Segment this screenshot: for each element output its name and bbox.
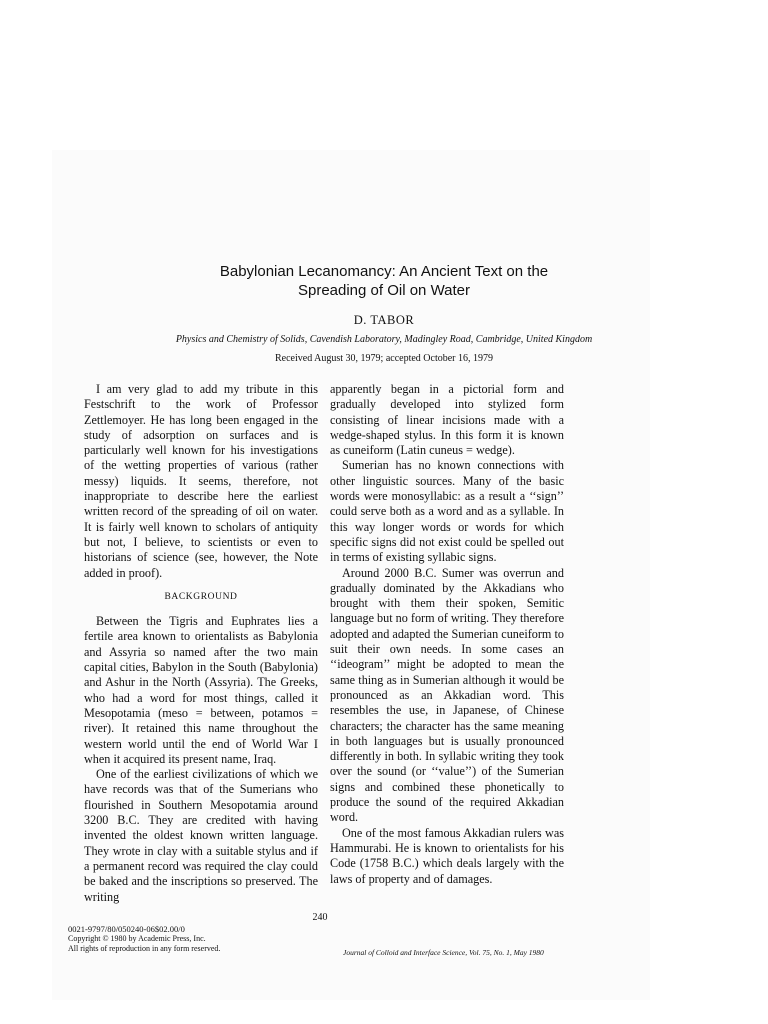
right-paragraph-3: Around 2000 B.C. Sumer was overrun and gradually dominated by the Akkadians who brought with them their spoken, Semitic language but no form of writing. They therefore adopted and adapted the Sumerian cuneiform to suit their own needs. In some cases an ‘‘ideogram’’ might be adopted to mean the same thing as in Sumerian although it would be pronounced as an Akkadian word. This resembles the use, in Japanese, of Chinese characters; the character has the same meaning in both languages but is usually pronounced differently in both. In syllabic writing they took over the sound (or ‘‘value’’) of the Sumerian signs and combined these phonetically to produce the sound of the required Akkadian word. xyxy=(330,565,564,825)
right-paragraph-2: Sumerian has no known connections with other linguistic sources. Many of the basic words were monosyllabic: as a result a ‘‘sign’’ could serve both as a word and as a syllable. In this way longer words or words for which specific signs did not exist could be spelled out in terms of existing syllabic signs. xyxy=(330,458,564,565)
affiliation: Physics and Chemistry of Solids, Cavendish Laboratory, Madingley Road, Cambridge, United Kingdom xyxy=(175,334,593,345)
received-dates: Received August 30, 1979; accepted October 16, 1979 xyxy=(275,353,493,364)
background-paragraph-2: One of the earliest civilizations of which we have records was that of the Sumerians who flourished in Southern Mesopotamia around 3200 B.C. They are credited with having invented the oldest known written language. They wrote in clay with a suitable stylus and if a permanent record was required the clay could be baked and the inscriptions so preserved. The writing xyxy=(84,767,318,904)
copyright-line: Copyright © 1980 by Academic Press, Inc. xyxy=(68,934,206,944)
article-code: 0021-9797/80/050240-06$02.00/0 xyxy=(68,924,185,934)
right-paragraph-4: One of the most famous Akkadian rulers was Hammurabi. He is known to orientalists for his Code (1758 B.C.) which deals largely with the laws of property and of damages. xyxy=(330,825,564,886)
page-number: 240 xyxy=(312,912,328,923)
copyright-block xyxy=(68,925,220,953)
intro-paragraph: I am very glad to add my tribute in this Festschrift to the work of Professor Zettlemoyer. He has long been engaged in the study of adsorption on surfaces and is particularly well known for his investigations of the wetting properties of various (rather messy) liquids. It seems, therefore, not inappropriate to describe here the earliest written record of the spreading of oil on water. It is fairly well known to scholars of antiquity but not, I believe, to scientists or even to historians of science (see, however, the Note added in proof). xyxy=(84,382,318,580)
background-paragraph-1: Between the Tigris and Euphrates lies a fertile area known to orientalists as Babylonia and Assyria so named after the two main capital cities, Babylon in the South (Babylonia) and Ashur in the North (Assyria). The Greeks, who had a word for most things, called it Mesopotamia (meso = between, potamos = river). It retained this name throughout the western world until the end of World War I when it acquired its present name, Iraq. xyxy=(84,614,318,766)
title-line-1: Babylonian Lecanomancy: An Ancient Text on the xyxy=(219,263,549,280)
left-column xyxy=(84,382,318,905)
title-line-2: Spreading of Oil on Water xyxy=(297,282,471,299)
right-column xyxy=(330,382,564,887)
section-heading: BACKGROUND xyxy=(164,591,238,602)
right-paragraph-1: apparently began in a pictorial form and gradually developed into stylized form consisting of linear incisions made with a wedge-shaped stylus. In this form it is known as cuneiform (Latin cuneus = wedge). xyxy=(330,382,564,458)
journal-citation: Journal of Colloid and Interface Science, Vol. 75, No. 1, May 1980 xyxy=(343,948,544,957)
rights-line: All rights of reproduction in any form reserved. xyxy=(68,943,221,953)
author: D. TABOR xyxy=(353,313,415,327)
article-title xyxy=(0,262,768,300)
